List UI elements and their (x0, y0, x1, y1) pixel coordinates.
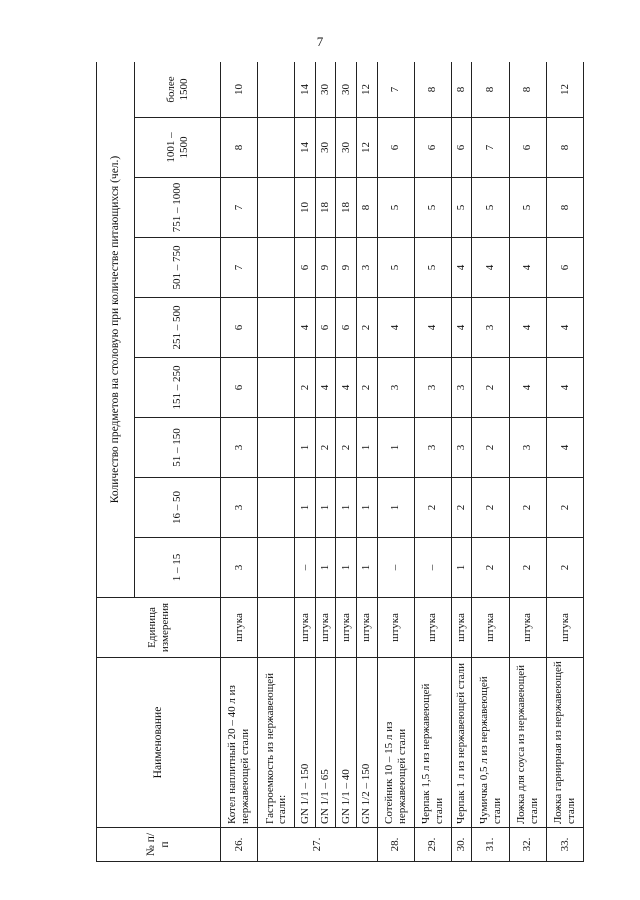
row-value: 1 (295, 478, 316, 538)
row-name: Черпак 1 л из нержавеющей стали (451, 658, 472, 828)
header-range-6: 501 – 750 (135, 238, 221, 298)
row-value: 6 (221, 358, 258, 418)
row-value: 10 (295, 178, 316, 238)
row-unit: штука (509, 598, 546, 658)
row-value: 3 (414, 418, 451, 478)
row-value: 7 (221, 178, 258, 238)
row-value: 5 (509, 178, 546, 238)
row-value: 4 (546, 418, 583, 478)
row-unit (258, 598, 295, 658)
equipment-table (96, 62, 584, 862)
row-value: 3 (377, 358, 414, 418)
row-number: 30. (451, 828, 472, 862)
row-value: 6 (377, 118, 414, 178)
header-range-4: 151 – 250 (135, 358, 221, 418)
row-value: 4 (509, 358, 546, 418)
row-value: 1 (356, 478, 377, 538)
header-range-5: 251 – 500 (135, 298, 221, 358)
row-value: 5 (377, 238, 414, 298)
row-value: 4 (509, 238, 546, 298)
row-name: Черпак 1,5 л из нержавеющей стали (414, 658, 451, 828)
row-unit: штука (356, 598, 377, 658)
row-value: 4 (546, 298, 583, 358)
header-range-1: 1 – 15 (135, 538, 221, 598)
row-name: Чумичка 0,5 л из нержавеющей стали (472, 658, 509, 828)
row-value: 6 (221, 298, 258, 358)
row-value: 7 (377, 62, 414, 118)
header-row-top (97, 62, 135, 862)
row-value: 2 (509, 478, 546, 538)
row-value: 6 (451, 118, 472, 178)
row-value (258, 418, 295, 478)
table-row (546, 62, 583, 862)
row-value: 2 (451, 478, 472, 538)
header-num: № п/п (97, 828, 221, 862)
row-value: 4 (315, 358, 336, 418)
header-name: Наименование (97, 658, 221, 828)
row-name: Сотейник 10 – 15 л из нержавеющей стали (377, 658, 414, 828)
row-value: 1 (451, 538, 472, 598)
row-number: 32. (509, 828, 546, 862)
page-number: 7 (316, 34, 324, 49)
row-value: 7 (472, 118, 509, 178)
row-value: 2 (414, 478, 451, 538)
row-value: 8 (546, 178, 583, 238)
row-value: 2 (315, 418, 336, 478)
table-row (414, 62, 451, 862)
table-row (315, 62, 336, 862)
row-value: 14 (295, 118, 316, 178)
row-value: 8 (414, 62, 451, 118)
row-value: 6 (295, 238, 316, 298)
header-range-9: более 1500 (135, 62, 221, 118)
row-value: 3 (509, 418, 546, 478)
row-value: 30 (336, 118, 357, 178)
row-value: 2 (509, 538, 546, 598)
row-value: 5 (377, 178, 414, 238)
row-value: 12 (546, 62, 583, 118)
row-value: 10 (221, 62, 258, 118)
row-value: 8 (221, 118, 258, 178)
row-unit: штука (315, 598, 336, 658)
row-value: 5 (414, 178, 451, 238)
row-value: 1 (295, 418, 316, 478)
row-value: 5 (451, 178, 472, 238)
row-number: 33. (546, 828, 583, 862)
row-value (258, 358, 295, 418)
row-unit: штука (451, 598, 472, 658)
row-unit: штука (295, 598, 316, 658)
row-value (258, 62, 295, 118)
table-row (221, 62, 258, 862)
row-value: 3 (356, 238, 377, 298)
row-value: 9 (315, 238, 336, 298)
row-value: 4 (509, 298, 546, 358)
row-value: 4 (472, 238, 509, 298)
rotated-table-container (96, 62, 584, 862)
row-value: 30 (315, 62, 336, 118)
row-value (258, 478, 295, 538)
row-number: 28. (377, 828, 414, 862)
row-value: 6 (336, 298, 357, 358)
row-value: 1 (315, 478, 336, 538)
row-value: 2 (472, 478, 509, 538)
table-row (509, 62, 546, 862)
row-value: 12 (356, 118, 377, 178)
row-value: 1 (336, 538, 357, 598)
row-value: 8 (472, 62, 509, 118)
row-value: 18 (315, 178, 336, 238)
header-unit: Единица измерения (97, 598, 221, 658)
table-viewport (96, 62, 584, 862)
row-name: Гастроемкость из нержавеющей стали: (258, 658, 295, 828)
row-value (258, 238, 295, 298)
row-name: GN 1/1 – 65 (315, 658, 336, 828)
row-value: 3 (221, 538, 258, 598)
table-row (295, 62, 316, 862)
row-name: Котел наплитный 20 – 40 л из нержавеющей стали (221, 658, 258, 828)
row-name: GN 1/1 – 40 (336, 658, 357, 828)
row-value: 8 (451, 62, 472, 118)
row-value: 2 (472, 418, 509, 478)
row-value: 14 (295, 62, 316, 118)
row-value: 9 (336, 238, 357, 298)
row-number: 27. (258, 828, 377, 862)
row-number: 29. (414, 828, 451, 862)
row-value: 3 (472, 298, 509, 358)
row-value: 2 (356, 358, 377, 418)
header-range-7: 751 – 1000 (135, 178, 221, 238)
row-value: 6 (509, 118, 546, 178)
row-value: 6 (546, 238, 583, 298)
row-name: Ложка для соуса из нержавеющей стали (509, 658, 546, 828)
row-value: 30 (336, 62, 357, 118)
row-value: 4 (377, 298, 414, 358)
row-value: 2 (295, 358, 316, 418)
row-value: 6 (414, 118, 451, 178)
row-unit: штука (377, 598, 414, 658)
table-row (451, 62, 472, 862)
row-unit: штука (336, 598, 357, 658)
row-number: 26. (221, 828, 258, 862)
row-name: GN 1/2 – 150 (356, 658, 377, 828)
row-value (258, 538, 295, 598)
row-value: 2 (336, 418, 357, 478)
row-value: 4 (295, 298, 316, 358)
row-value: 1 (356, 418, 377, 478)
row-value: 1 (315, 538, 336, 598)
table-row (258, 62, 295, 862)
row-value: 4 (546, 358, 583, 418)
row-value: 2 (546, 478, 583, 538)
row-value: 2 (356, 298, 377, 358)
row-value: 5 (472, 178, 509, 238)
header-range-2: 16 – 50 (135, 478, 221, 538)
header-range-8: 1001 – 1500 (135, 118, 221, 178)
row-value: 1 (356, 538, 377, 598)
row-value: 2 (472, 538, 509, 598)
row-unit: штука (472, 598, 509, 658)
row-value: 7 (221, 238, 258, 298)
row-unit: штука (414, 598, 451, 658)
row-unit: штука (546, 598, 583, 658)
row-value: 5 (414, 238, 451, 298)
row-value: 4 (451, 238, 472, 298)
row-value: 1 (336, 478, 357, 538)
row-value: 4 (451, 298, 472, 358)
row-value: 3 (221, 478, 258, 538)
row-value (258, 298, 295, 358)
row-value (258, 118, 295, 178)
row-value: 8 (356, 178, 377, 238)
table-row (377, 62, 414, 862)
row-number: 31. (472, 828, 509, 862)
table-row (356, 62, 377, 862)
header-range-3: 51 – 150 (135, 418, 221, 478)
row-value: 6 (315, 298, 336, 358)
row-value: 8 (509, 62, 546, 118)
row-name: Ложка гарнирная из нержавеющей стали (546, 658, 583, 828)
table-body (221, 62, 584, 862)
row-value: 30 (315, 118, 336, 178)
row-value: 2 (472, 358, 509, 418)
row-value: 2 (546, 538, 583, 598)
row-value: 8 (546, 118, 583, 178)
row-value: 1 (377, 478, 414, 538)
row-value: 4 (414, 298, 451, 358)
row-value: 12 (356, 62, 377, 118)
row-value: – (377, 538, 414, 598)
row-unit: штука (221, 598, 258, 658)
row-value: 3 (414, 358, 451, 418)
row-value: 3 (451, 358, 472, 418)
row-name: GN 1/1 – 150 (295, 658, 316, 828)
row-value: 18 (336, 178, 357, 238)
header-qty-title: Количество предметов на столовую при количестве питающихся (чел.) (97, 62, 135, 598)
row-value: – (295, 538, 316, 598)
row-value: – (414, 538, 451, 598)
row-value: 3 (221, 418, 258, 478)
table-row (336, 62, 357, 862)
table-row (472, 62, 509, 862)
row-value: 4 (336, 358, 357, 418)
row-value: 3 (451, 418, 472, 478)
table-header (97, 62, 221, 862)
row-value (258, 178, 295, 238)
row-value: 1 (377, 418, 414, 478)
